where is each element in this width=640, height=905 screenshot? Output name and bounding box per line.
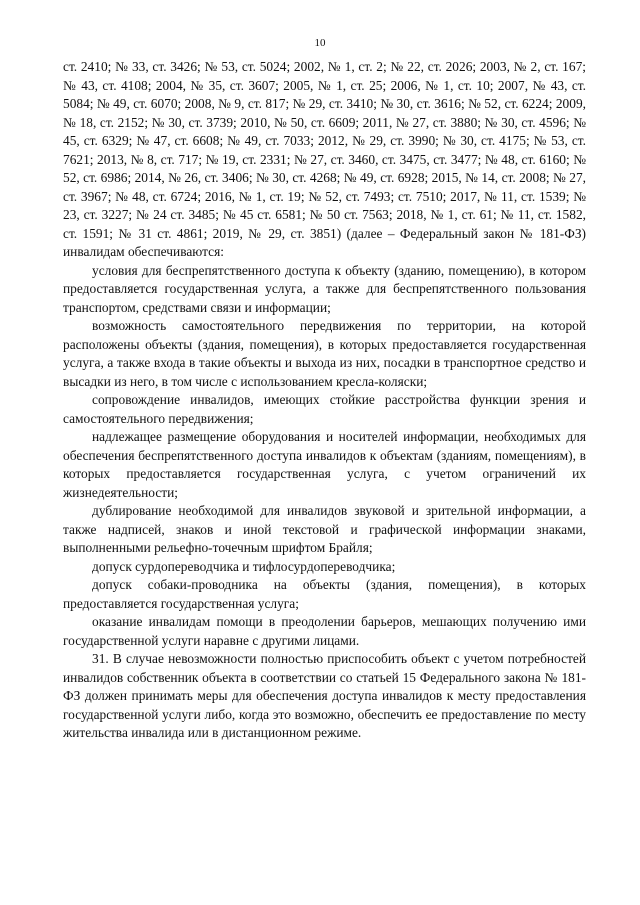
paragraph-item-31: 31. В случае невозможности полностью приспособить объект с учетом потребностей инвалидов собственник объекта в соответствии со статьей 15 Федерального закона № 181-ФЗ должен принимать меры для обеспечения доступа инвалидов к месту предоставления государственной услуги либо, когда это возможно, обеспечить ее предоставление по месту жительства инвалида или в дистанционном режиме.: [63, 651, 586, 740]
paragraph-references-continuation: ст. 2410; № 33, ст. 3426; № 53, ст. 5024; 2002, № 1, ст. 2; № 22, ст. 2026; 2003, № 2, ст. 167; № 43, ст. 4108; 2004, № 35, ст. 3607; 2005, № 1, ст. 25; 2006, № 1, ст. 10; 2007, № 43, ст. 5084; № 49, ст. 6070; 2008, № 9, ст. 817; № 29, ст. 3410; № 30, ст. 3616; № 52, ст. 6224; 2009, № 18, ст. 2152; № 30, ст. 3739; 2010, № 50, ст. 6609; 2011, № 27, ст. 3880; № 30, ст. 4596; № 45, ст. 6329; № 47, ст. 6608; № 49, ст. 7033; 2012, № 29, ст. 3990; № 30, ст. 4175; № 53, ст. 7621; 2013, № 8, ст. 717; № 19, ст. 2331; № 27, ст. 3460, ст. 3475, ст. 3477; № 48, ст. 6160; № 52, ст. 6986; 2014, № 26, ст. 3406; № 30, ст. 4268; № 49, ст. 6928; 2015, № 14, ст. 2008; № 27, ст. 3967; № 48, ст. 6724; 2016, № 1, ст. 19; № 52, ст. 7493; ст. 7510; 2017, № 11, ст. 1539; № 23, ст. 3227; № 24 ст. 3485; № 45 ст. 6581; № 50 ст. 7563; 2018, № 1, ст. 61; № 11, ст. 1582, ст. 1591; № 31 ст. 4861; 2019, № 29, ст. 3851) (далее – Федеральный закон № 181-ФЗ) инвалидам обеспечиваются:: [63, 59, 586, 259]
paragraph-access-conditions: условия для беспрепятственного доступа к объекту (зданию, помещению), в котором предоставляется государственная услуга, а также для беспрепятственного пользования транспортом, средствами связи и информации;: [63, 262, 586, 315]
paragraph-assistance: оказание инвалидам помощи в преодолении барьеров, мешающих получению ими государственной услуги наравне с другими лицами.: [63, 614, 586, 648]
paragraph-escort: сопровождение инвалидов, имеющих стойкие расстройства функции зрения и самостоятельного передвижения;: [63, 392, 586, 426]
paragraph-information-duplication: дублирование необходимой для инвалидов звуковой и зрительной информации, а также надписей, знаков и иной текстовой и графической информации знаками, выполненными рельефно-точечным шрифтом Брайля;: [63, 503, 586, 555]
paragraph-guide-dog: допуск собаки-проводника на объекты (здания, помещения), в которых предоставляется государственная услуга;: [63, 577, 586, 611]
document-body: [63, 58, 586, 743]
paragraph-equipment-placement: надлежащее размещение оборудования и носителей информации, необходимых для обеспечения беспрепятственного доступа инвалидов к объектам (зданиям, помещениям), в которых предоставляется государственная услуга, с учетом ограничений их жизнедеятельности;: [63, 429, 586, 500]
paragraph-independent-movement: возможность самостоятельного передвижения по территории, на которой расположены объекты (здания, помещения), в которых предоставляется государственная услуга, а также входа в такие объекты и выхода из них, посадки в транспортное средство и высадки из него, в том числе с использованием кресла-коляски;: [63, 318, 586, 389]
page-number: 10: [314, 37, 326, 49]
paragraph-sign-interpreter: допуск сурдопереводчика и тифлосурдопереводчика;: [92, 558, 396, 574]
